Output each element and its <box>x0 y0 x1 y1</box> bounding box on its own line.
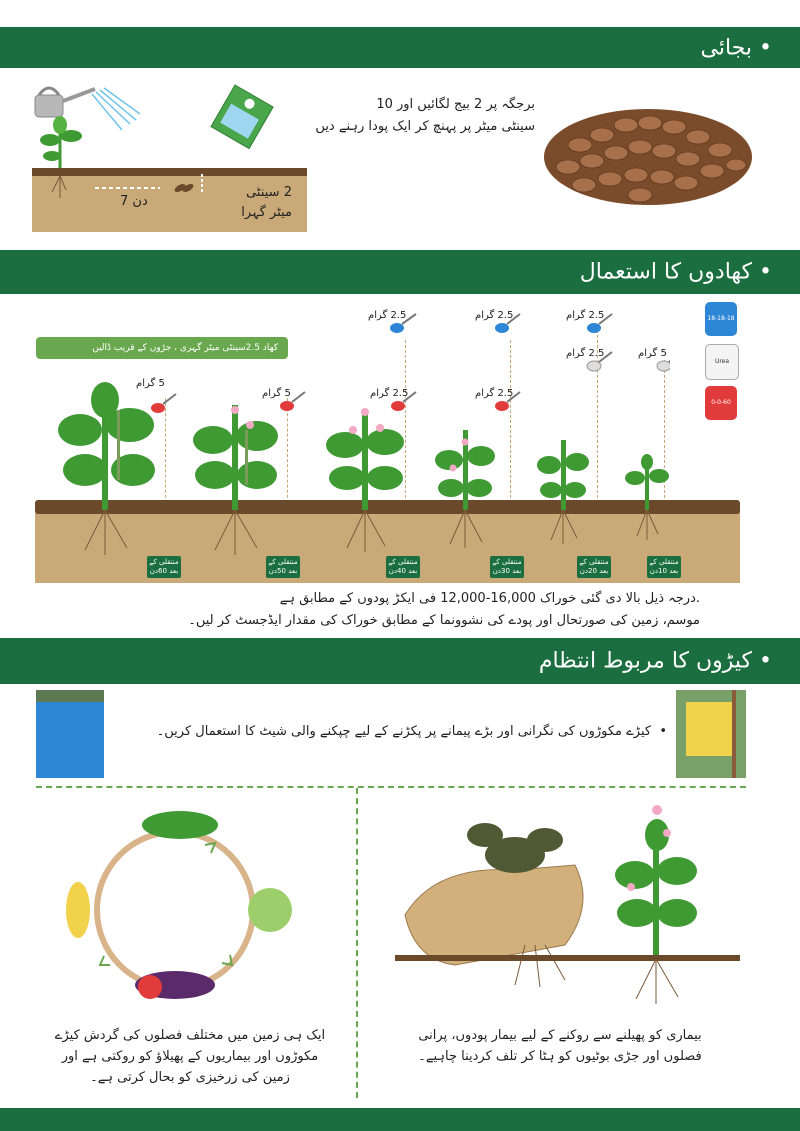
bag-potash: 0-0-60 <box>705 386 737 420</box>
depth-label-line1: 2 سینٹی <box>246 185 292 200</box>
dose-label: 5 گرام <box>262 388 291 399</box>
bullet-dot: • <box>651 724 667 739</box>
stage-label: منتقلی کے بعد 20دن <box>577 556 611 578</box>
stage-label: منتقلی کے بعد 30دن <box>490 556 524 578</box>
days-label: 7 دن <box>120 194 148 209</box>
stage-label: منتقلی کے بعد 40دن <box>386 556 420 578</box>
stage-label: منتقلی کے بعد 10دن <box>647 556 681 578</box>
dose-label: 5 گرام <box>136 378 165 389</box>
removal-line2: فصلوں اور جڑی بوٹیوں کو ہٹا کر تلف کردینا چاہیے۔ <box>418 1049 702 1064</box>
bag-urea: Urea <box>705 344 739 380</box>
fertilizer-banner: کھاد 2.5سینٹی میٹر گہری ، جڑوں کے قریب ڈالیں <box>36 337 288 359</box>
rotation-line1: ایک ہی زمین میں مختلف فصلوں کی گردش کیڑے <box>54 1028 326 1043</box>
dose-label: 5 گرام <box>638 348 667 359</box>
beans-image <box>540 95 755 210</box>
stage-label: منتقلی کے بعد 60دن <box>147 556 181 578</box>
sticky-sheet-text: کیڑے مکوڑوں کی نگرانی اور بڑے پیمانے پر پکڑنے کے لیے چپکنے والی شیٹ کا استعمال کریں۔ <box>156 724 652 739</box>
cucumber-icon <box>142 811 218 839</box>
section-header-fertilizer <box>0 250 800 294</box>
rotation-line2: مکوڑوں اور بیماریوں کے پھیلاؤ کو روکتی ہے اور <box>61 1049 319 1064</box>
tomato-icon <box>138 975 162 999</box>
section-header-sowing <box>0 27 800 68</box>
section-title: • بجائی <box>700 35 772 60</box>
depth-label-line2: میٹر گہرا <box>241 205 292 220</box>
yellow-sticky-trap-image <box>676 690 746 778</box>
crop-rotation-cycle <box>50 795 300 1010</box>
dose-label: 2.5 گرام <box>566 310 605 321</box>
cabbage-icon <box>248 888 292 932</box>
section-header-pests <box>0 638 800 684</box>
dose-label: 2.5 گرام <box>566 348 605 359</box>
plant-removal-illustration <box>395 795 740 1010</box>
dose-label: 2.5 گرام <box>370 388 409 399</box>
blue-sticky-trap-image <box>36 690 104 778</box>
bag-npk: 18-18-18 <box>705 302 737 336</box>
section-title: • کھادوں کا استعمال <box>579 259 772 285</box>
stage-label: منتقلی کے بعد 50دن <box>266 556 300 578</box>
fertilizer-note-line2: موسم، زمین کی صورتحال اور پودے کی نشوونما کے مطابق خوراک کی مقدار ایڈجسٹ کر لیں۔ <box>188 613 700 628</box>
fertilizer-note <box>100 588 700 632</box>
corn-icon <box>66 882 90 938</box>
divider <box>36 786 746 788</box>
dose-label: 2.5 گرام <box>475 310 514 321</box>
dose-label: 2.5 گرام <box>368 310 407 321</box>
section-title: • کیڑوں کا مربوط انتظام <box>538 648 772 674</box>
fertilizer-note-line1: .درجہ ذیل بالا دی گئی خوراک 16,000-12,000 فی ایکڑ پودوں کے مطابق ہے <box>279 591 700 606</box>
sowing-text-line1: برجگہ پر 2 بیج لگائیں اور 10 <box>376 97 535 112</box>
growth-stage-plants <box>35 370 740 560</box>
sowing-instructions <box>300 94 535 138</box>
sowing-text-line2: سینٹی میٹر پر پہنچ کر ایک پودا رہنے دیں <box>315 119 535 134</box>
plant-removal-text <box>385 1025 735 1067</box>
dose-label: 2.5 گرام <box>475 388 514 399</box>
rotation-line3: زمین کی زرخیزی کو بحال کرتی ہے۔ <box>90 1070 290 1085</box>
depth-label <box>222 183 292 223</box>
sticky-sheet-bullet <box>112 724 667 739</box>
sowing-illustration <box>30 80 310 235</box>
removal-line1: بیماری کو پھیلنے سے روکنے کے لیے بیمار پودوں، پرانی <box>418 1028 702 1043</box>
divider <box>356 788 358 1098</box>
footer-band <box>0 1108 800 1131</box>
crop-rotation-text <box>40 1025 340 1088</box>
